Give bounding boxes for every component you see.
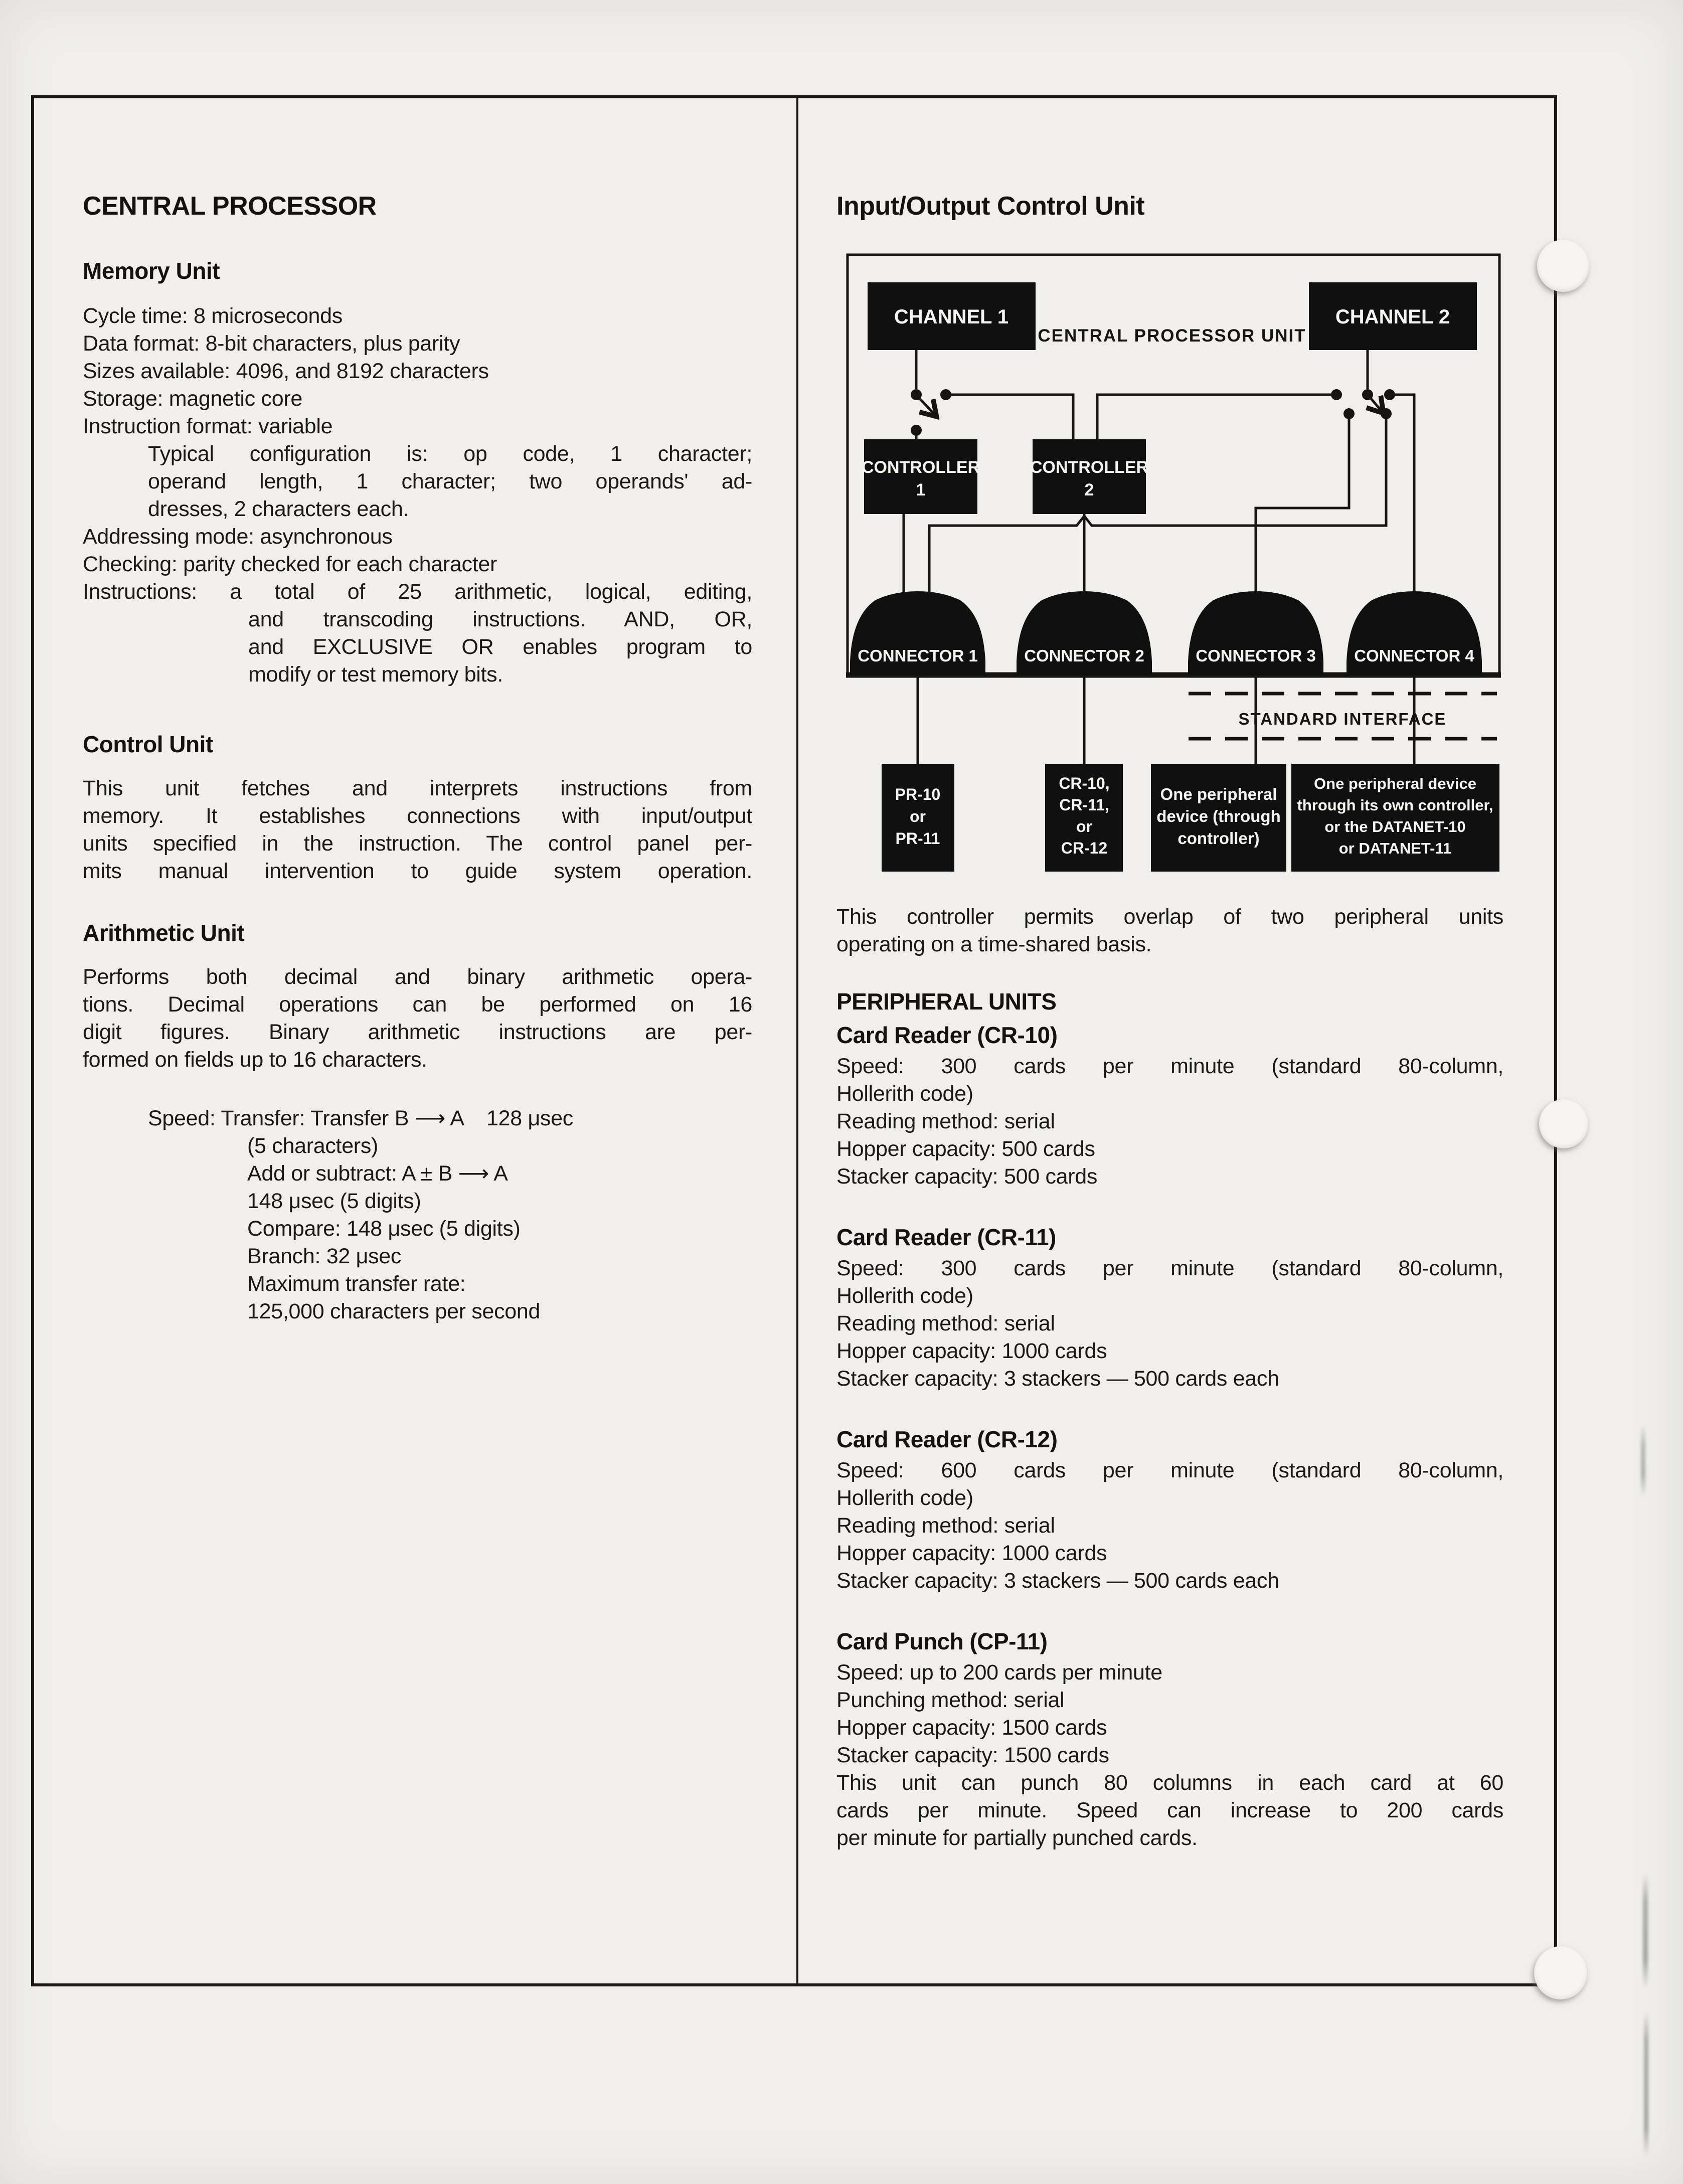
text-line: dresses, 2 characters each. [148, 497, 409, 521]
card-reader-cr12-specs [836, 1457, 1503, 1595]
standard-interface-label: STANDARD INTERFACE [1238, 710, 1447, 728]
text-line: This unit can punch 80 columns in each card at 60 [836, 1771, 1503, 1795]
hole-punch-middle [1539, 1099, 1588, 1148]
text-line: Stacker capacity: 3 stackers — 500 cards each [836, 1367, 1279, 1391]
text-line: Instruction format: variable [83, 414, 333, 438]
memory-unit-specs [83, 302, 752, 689]
text-line: Performs both decimal and binary arithmetic opera- [83, 965, 752, 989]
text-line: Hollerith code) [836, 1486, 973, 1510]
control-unit-heading: Control Unit [83, 731, 213, 757]
p4-box-line: or the DATANET-10 [1324, 818, 1466, 835]
control-unit-paragraph [83, 775, 752, 885]
text-line: Speed: up to 200 cards per minute [836, 1660, 1162, 1685]
text-line: Cycle time: 8 microseconds [83, 304, 343, 328]
scan-streak-artifact [1644, 2011, 1648, 2156]
connector-2-label: CONNECTOR 2 [1024, 646, 1144, 665]
standard-interface-zone [1189, 694, 1497, 739]
text-line: digit figures. Binary arithmetic instructions are per- [83, 1020, 752, 1044]
text-line: Instructions: a total of 25 arithmetic, logical, editing, [83, 580, 752, 604]
text-line: Speed: 600 cards per minute (standard 80-column, [836, 1458, 1503, 1482]
channel-1-switch [911, 350, 951, 439]
hole-punch-top [1537, 240, 1589, 292]
channel-2-switch [1331, 350, 1395, 419]
card-reader-cr10-heading: Card Reader (CR-10) [836, 1022, 1058, 1048]
controller-2-number: 2 [1084, 480, 1094, 499]
text-line: mits manual intervention to guide system operation. [83, 859, 752, 883]
card-reader-cr11-heading: Card Reader (CR-11) [836, 1224, 1056, 1250]
text-line: operand length, 1 character; two operands' ad- [148, 469, 752, 493]
text-line: Storage: magnetic core [83, 387, 302, 411]
channel-2-box [1309, 282, 1477, 350]
left-column [83, 192, 752, 1325]
pr-box-line: PR-10 [895, 785, 941, 803]
card-punch-cp11-heading: Card Punch (CP-11) [836, 1628, 1048, 1654]
text-line: formed on fields up to 16 characters. [83, 1048, 427, 1072]
controller-overlap-note [836, 903, 1503, 958]
text-line: Hopper capacity: 1000 cards [836, 1541, 1107, 1565]
card-reader-cr10-specs [836, 1053, 1503, 1191]
text-line: (5 characters) [247, 1134, 379, 1158]
p4-box-line: One peripheral device [1314, 775, 1476, 792]
controller-2-label: CONTROLLER [1030, 458, 1149, 477]
right-column [836, 192, 1503, 1852]
text-line: Hopper capacity: 1500 cards [836, 1716, 1107, 1740]
scan-streak-artifact [1641, 1424, 1645, 1497]
p3-box-line: One peripheral [1160, 785, 1277, 803]
text-line: 125,000 characters per second [247, 1299, 541, 1323]
scan-streak-artifact [1643, 1873, 1648, 1988]
connector-domes [850, 591, 1482, 675]
text-line: Add or subtract: A ± B ⟶ A [247, 1161, 508, 1186]
memory-unit-heading: Memory Unit [83, 258, 220, 284]
channel-bus-left [946, 395, 1073, 439]
connector-4-label: CONNECTOR 4 [1354, 646, 1474, 665]
channel-2-label: CHANNEL 2 [1335, 306, 1450, 328]
text-line: Reading method: serial [836, 1311, 1055, 1335]
text-line: Addressing mode: asynchronous [83, 525, 393, 549]
central-processor-title: CENTRAL PROCESSOR [83, 192, 377, 221]
text-line: tions. Decimal operations can be performed on 16 [83, 992, 752, 1017]
cpu-label: CENTRAL PROCESSOR UNIT [1038, 326, 1306, 346]
text-line: Reading method: serial [836, 1514, 1055, 1538]
text-line: Sizes available: 4096, and 8192 characters [83, 359, 489, 383]
io-control-unit-title: Input/Output Control Unit [836, 192, 1145, 221]
p3-box-line: controller) [1177, 829, 1260, 848]
controller-2-box [1030, 439, 1148, 514]
text-line: per minute for partially punched cards. [836, 1826, 1198, 1850]
text-line: Hopper capacity: 500 cards [836, 1137, 1095, 1161]
p3-box-line: device (through [1156, 807, 1281, 825]
pr-box-line: PR-11 [895, 829, 940, 848]
text-line: Typical configuration is: op code, 1 character; [148, 442, 752, 466]
text-line: Punching method: serial [836, 1688, 1065, 1712]
card-reader-cr12-heading: Card Reader (CR-12) [836, 1426, 1058, 1452]
text-line: Hollerith code) [836, 1082, 973, 1106]
text-line: memory. It establishes connections with input/output [83, 804, 752, 828]
channel-bus-right [1097, 395, 1336, 439]
text-line: modify or test memory bits. [248, 662, 503, 687]
peripheral-device-boxes [882, 764, 1499, 872]
controller-1-number: 1 [916, 480, 926, 499]
text-line: Hollerith code) [836, 1284, 973, 1308]
text-line: Speed: 300 cards per minute (standard 80-column, [836, 1256, 1503, 1280]
hole-punch-bottom [1534, 1946, 1587, 1999]
text-line: Speed: Transfer: Transfer B ⟶ A 128 μsec [148, 1106, 573, 1130]
text-line: Speed: 300 cards per minute (standard 80-column, [836, 1054, 1503, 1078]
text-line: and EXCLUSIVE OR enables program to [248, 635, 752, 659]
card-reader-cr11-specs [836, 1255, 1503, 1393]
channel-1-box [868, 282, 1036, 350]
io-control-unit-diagram [836, 237, 1503, 889]
cr-box-line: CR-12 [1061, 839, 1108, 857]
routing-lines [904, 395, 1414, 594]
arithmetic-unit-heading: Arithmetic Unit [83, 920, 245, 946]
peripheral-units-title: PERIPHERAL UNITS [836, 988, 1057, 1015]
text-line: units specified in the instruction. The control panel per- [83, 831, 752, 856]
text-line: Compare: 148 μsec (5 digits) [247, 1217, 521, 1241]
p4-box-line: or DATANET-11 [1338, 839, 1452, 857]
text-line: Stacker capacity: 1500 cards [836, 1743, 1109, 1767]
speed-specs [148, 1105, 752, 1325]
text-line: This unit fetches and interprets instructions from [83, 776, 752, 800]
text-line: Stacker capacity: 3 stackers — 500 cards each [836, 1569, 1279, 1593]
cr-box-line: CR-11, [1059, 796, 1109, 814]
controller-1-box [862, 439, 980, 514]
cr-box-line: CR-10, [1059, 774, 1110, 792]
text-line: Reading method: serial [836, 1109, 1055, 1133]
column-divider [796, 95, 798, 1986]
arithmetic-unit-paragraph [83, 963, 752, 1074]
text-line: This controller permits overlap of two peripheral units [836, 905, 1503, 929]
text-line: Data format: 8-bit characters, plus parity [83, 331, 460, 356]
connector-3-label: CONNECTOR 3 [1196, 646, 1316, 665]
text-line: 148 μsec (5 digits) [247, 1189, 421, 1213]
text-line: operating on a time-shared basis. [836, 932, 1152, 956]
text-line: Branch: 32 μsec [247, 1244, 402, 1268]
text-line: Hopper capacity: 1000 cards [836, 1339, 1107, 1363]
card-punch-cp11-specs [836, 1659, 1503, 1852]
controller-1-label: CONTROLLER [861, 458, 980, 477]
text-line: Checking: parity checked for each character [83, 552, 497, 576]
text-line: cards per minute. Speed can increase to 200 cards [836, 1798, 1503, 1822]
pr-box-line: or [910, 807, 926, 825]
connector-1-label: CONNECTOR 1 [858, 646, 978, 665]
text-line: Maximum transfer rate: [247, 1272, 466, 1296]
text-line: Stacker capacity: 500 cards [836, 1164, 1098, 1189]
p4-box-line: through its own controller, [1297, 796, 1493, 814]
channel-1-label: CHANNEL 1 [894, 306, 1009, 328]
cr-box-line: or [1076, 817, 1092, 835]
text-line: and transcoding instructions. AND, OR, [248, 607, 752, 631]
